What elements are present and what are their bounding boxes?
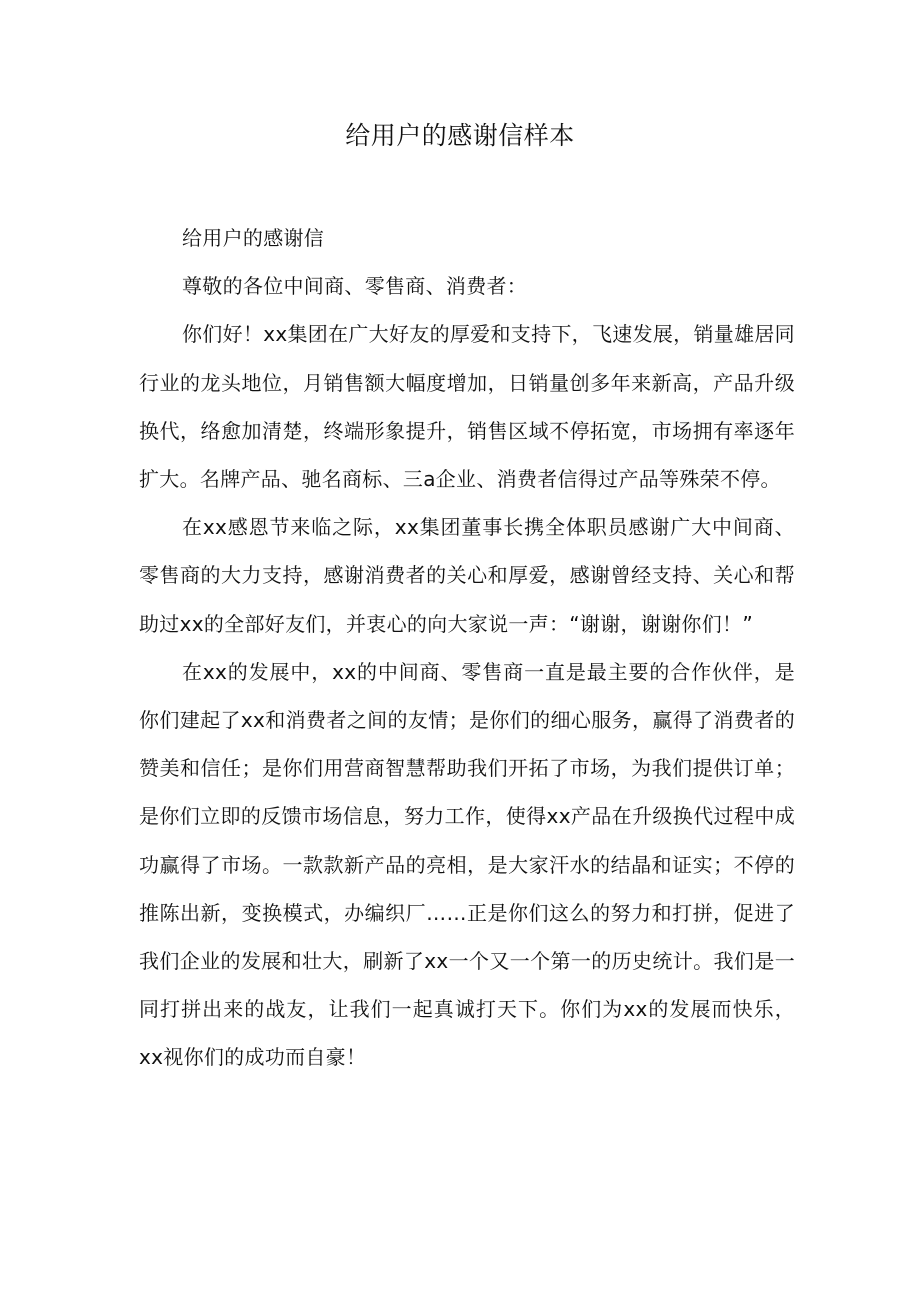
body-paragraph-1: 你们好！xx集团在广大好友的厚爱和支持下，飞速发展，销量雄居同行业的龙头地位，月销售额大幅度增加，日销量创多年来新高，产品升级换代，络愈加清楚，终端形象提升，销售区域不停拓宽，市场拥有率逐年扩大。名牌产品、驰名商标、三a企业、消费者信得过产品等殊荣不停。 <box>139 322 795 492</box>
body-paragraph-2: 在xx感恩节来临之际，xx集团董事长携全体职员感谢广大中间商、零售商的大力支持，感谢消费者的关心和厚爱，感谢曾经支持、关心和帮助过xx的全部好友们，并衷心的向大家说一声：“谢谢，谢谢你们！” <box>139 515 795 636</box>
document-title: 给用户的感谢信样本 <box>345 121 575 150</box>
salutation: 尊敬的各位中间商、零售商、消费者： <box>182 274 528 299</box>
document-body <box>139 214 795 1082</box>
letter-heading: 给用户的感谢信 <box>182 226 325 250</box>
body-paragraph-3: 在xx的发展中，xx的中间商、零售商一直是最主要的合作伙伴，是你们建起了xx和消费者之间的友情；是你们的细心服务，赢得了消费者的赞美和信任；是你们用营商智慧帮助我们开拓了市场，为我们提供订单；是你们立即的反馈市场信息，努力工作，使得xx产品在升级换代过程中成功赢得了市场。一款款新产品的亮相，是大家汗水的结晶和证实；不停的推陈出新，变换模式，办编织厂……正是你们这么的努力和打拼，促进了我们企业的发展和壮大，刷新了xx一个又一个第一的历史统计。我们是一同打拼出来的战友，让我们一起真诚打天下。你们为xx的发展而快乐，xx视你们的成功而自豪！ <box>139 659 795 1070</box>
